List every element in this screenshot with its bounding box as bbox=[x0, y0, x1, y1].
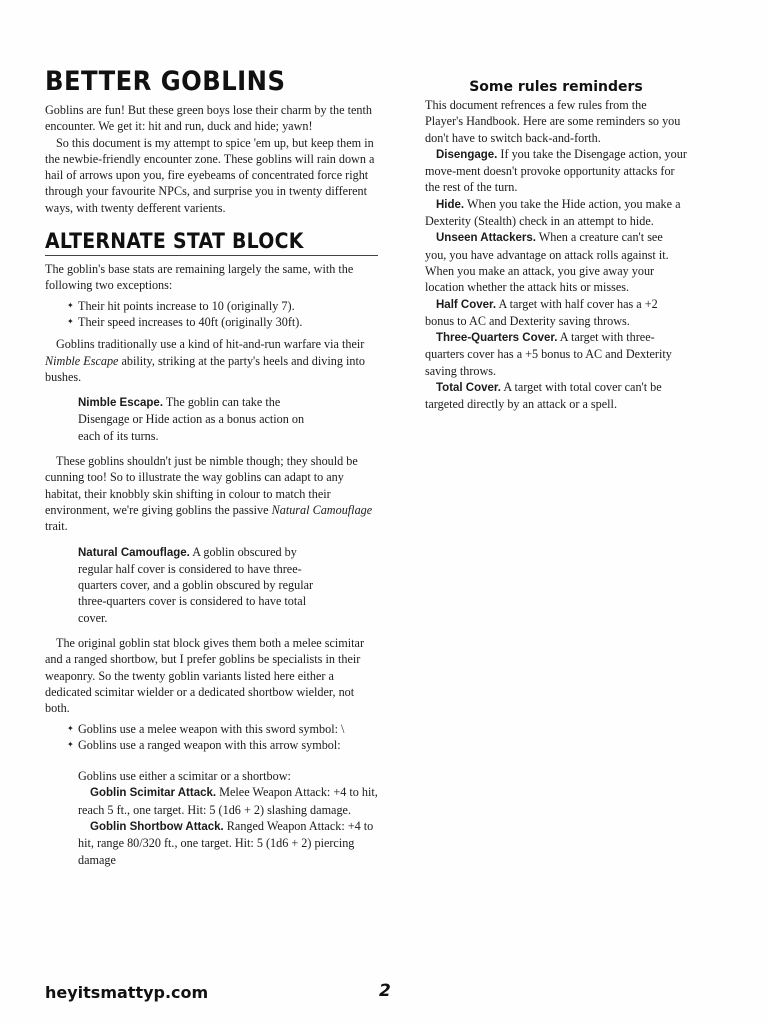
list-item: ✦ Their speed increases to 40ft (originally 30ft). bbox=[67, 314, 378, 330]
page-number: 2 bbox=[379, 981, 391, 1001]
list-item: ✦ Their hit points increase to 10 (originally 7). bbox=[67, 298, 378, 314]
natural-camouflage-term: Natural Camouflage. bbox=[78, 546, 190, 559]
nimble-escape-block: Nimble Escape. The goblin can take the Disengage or Hide action as a bonus action on each of its turns. bbox=[78, 395, 305, 443]
natural-camouflage-block: Natural Camouflage. A goblin obscured by regular half cover is considered to have three-quarters cover, and a goblin obscured by regular three-quarters cover is considered to have total cover. bbox=[78, 544, 314, 625]
page-title: BETTER GOBLINS bbox=[45, 66, 286, 97]
attacks-block bbox=[78, 768, 378, 868]
rule-disengage: Disengage. If you take the Disengage action, your move-ment doesn't provoke opportunity attacks for the rest of the turn. bbox=[425, 146, 687, 195]
intro-paragraph-2: So this document is my attempt to spice 'em up, but keep them in the newbie-friendly encounter zone. These goblins will rain down a hail of arrows upon you, fire eyebeams of concentrated force right through your favourite NPCs, and surprise you in twenty different ways, with twenty defferent varients. bbox=[45, 135, 375, 215]
natural-camouflage-reference: Natural Camouflage bbox=[271, 502, 373, 517]
rule-half-cover: Half Cover. A target with half cover has a +2 bonus to AC and Dexterity saving throws. bbox=[425, 296, 658, 328]
shortbow-attack-term: Goblin Shortbow Attack. bbox=[90, 820, 224, 833]
rules-heading: Some rules reminders bbox=[469, 79, 643, 95]
nimble-escape-term: Nimble Escape. bbox=[78, 397, 164, 410]
scimitar-attack-term: Goblin Scimitar Attack. bbox=[90, 787, 217, 800]
left-column bbox=[45, 66, 378, 868]
list-item: ✦ Goblins use a melee weapon with this sword symbol: \ bbox=[67, 721, 378, 737]
weapon-symbol-list bbox=[45, 721, 378, 754]
stat-block-paragraph-3: These goblins shouldn't just be nimble though; they should be cunning too! So to illustrate the way goblins can adapt to any habitat, their knobbly skin shifting in colour to match their environment, we're giving goblins the passive Natural Camouflage trait. bbox=[45, 454, 373, 534]
intro-paragraph-1: Goblins are fun! But these green boys lose their charm by the tenth encounter. We get it: hit and run, duck and hide; yawn! bbox=[45, 103, 372, 134]
rule-three-quarters-cover: Three-Quarters Cover. A target with three-quarters cover has a +5 bonus to AC and Dexterity saving throws. bbox=[425, 330, 672, 378]
list-item: ✦ Goblins use a ranged weapon with this arrow symbol: bbox=[67, 737, 378, 753]
stat-block-paragraph-4: The original goblin stat block gives them both a melee scimitar and a ranged shortbow, but I prefer goblins be specialists in their weaponry. So the twenty goblin variants listed here either a dedicated scimitar wielder or a dedicated shortbow wielder, not both. bbox=[45, 636, 364, 716]
footer-website: heyitsmattyp.com bbox=[45, 983, 209, 1002]
scimitar-attack: Goblin Scimitar Attack. Melee Weapon Attack: +4 to hit, reach 5 ft., one target. Hit: 5 (1d6 + 2) slashing damage. bbox=[78, 785, 378, 817]
stat-block-paragraph-1: The goblin's base stats are remaining largely the same, with the following two exceptions: bbox=[45, 262, 354, 293]
rule-unseen-attackers: Unseen Attackers. When a creature can't see you, you have advantage on attack rolls against it. When you make an attack, you give away your location whether the attack hits or misses. bbox=[425, 230, 669, 295]
shortbow-attack: Goblin Shortbow Attack. Ranged Weapon Attack: +4 to hit, range 80/320 ft., one target. Hit: 5 (1d6 + 2) piercing damage bbox=[78, 818, 374, 867]
rule-hide: Hide. When you take the Hide action, you make a Dexterity (Stealth) check in an attempt to hide. bbox=[425, 196, 681, 229]
nimble-escape-reference: Nimble Escape bbox=[45, 353, 119, 368]
stat-block-heading: ALTERNATE STAT BLOCK bbox=[45, 229, 378, 256]
stat-block-paragraph-2: Goblins traditionally use a kind of hit-and-run warfare via their Nimble Escape ability, striking at the party's heels and diving into bushes. bbox=[45, 337, 365, 384]
rules-intro: This document refrences a few rules from the Player's Handbook. Here are some reminders so you don't have to switch back-and-forth. bbox=[425, 98, 681, 145]
rule-total-cover: Total Cover. A target with total cover can't be targeted directly by an attack or a spell. bbox=[425, 380, 662, 412]
right-column bbox=[425, 66, 687, 413]
stat-changes-list bbox=[45, 298, 378, 331]
attacks-intro: Goblins use either a scimitar or a shortbow: bbox=[78, 769, 291, 784]
